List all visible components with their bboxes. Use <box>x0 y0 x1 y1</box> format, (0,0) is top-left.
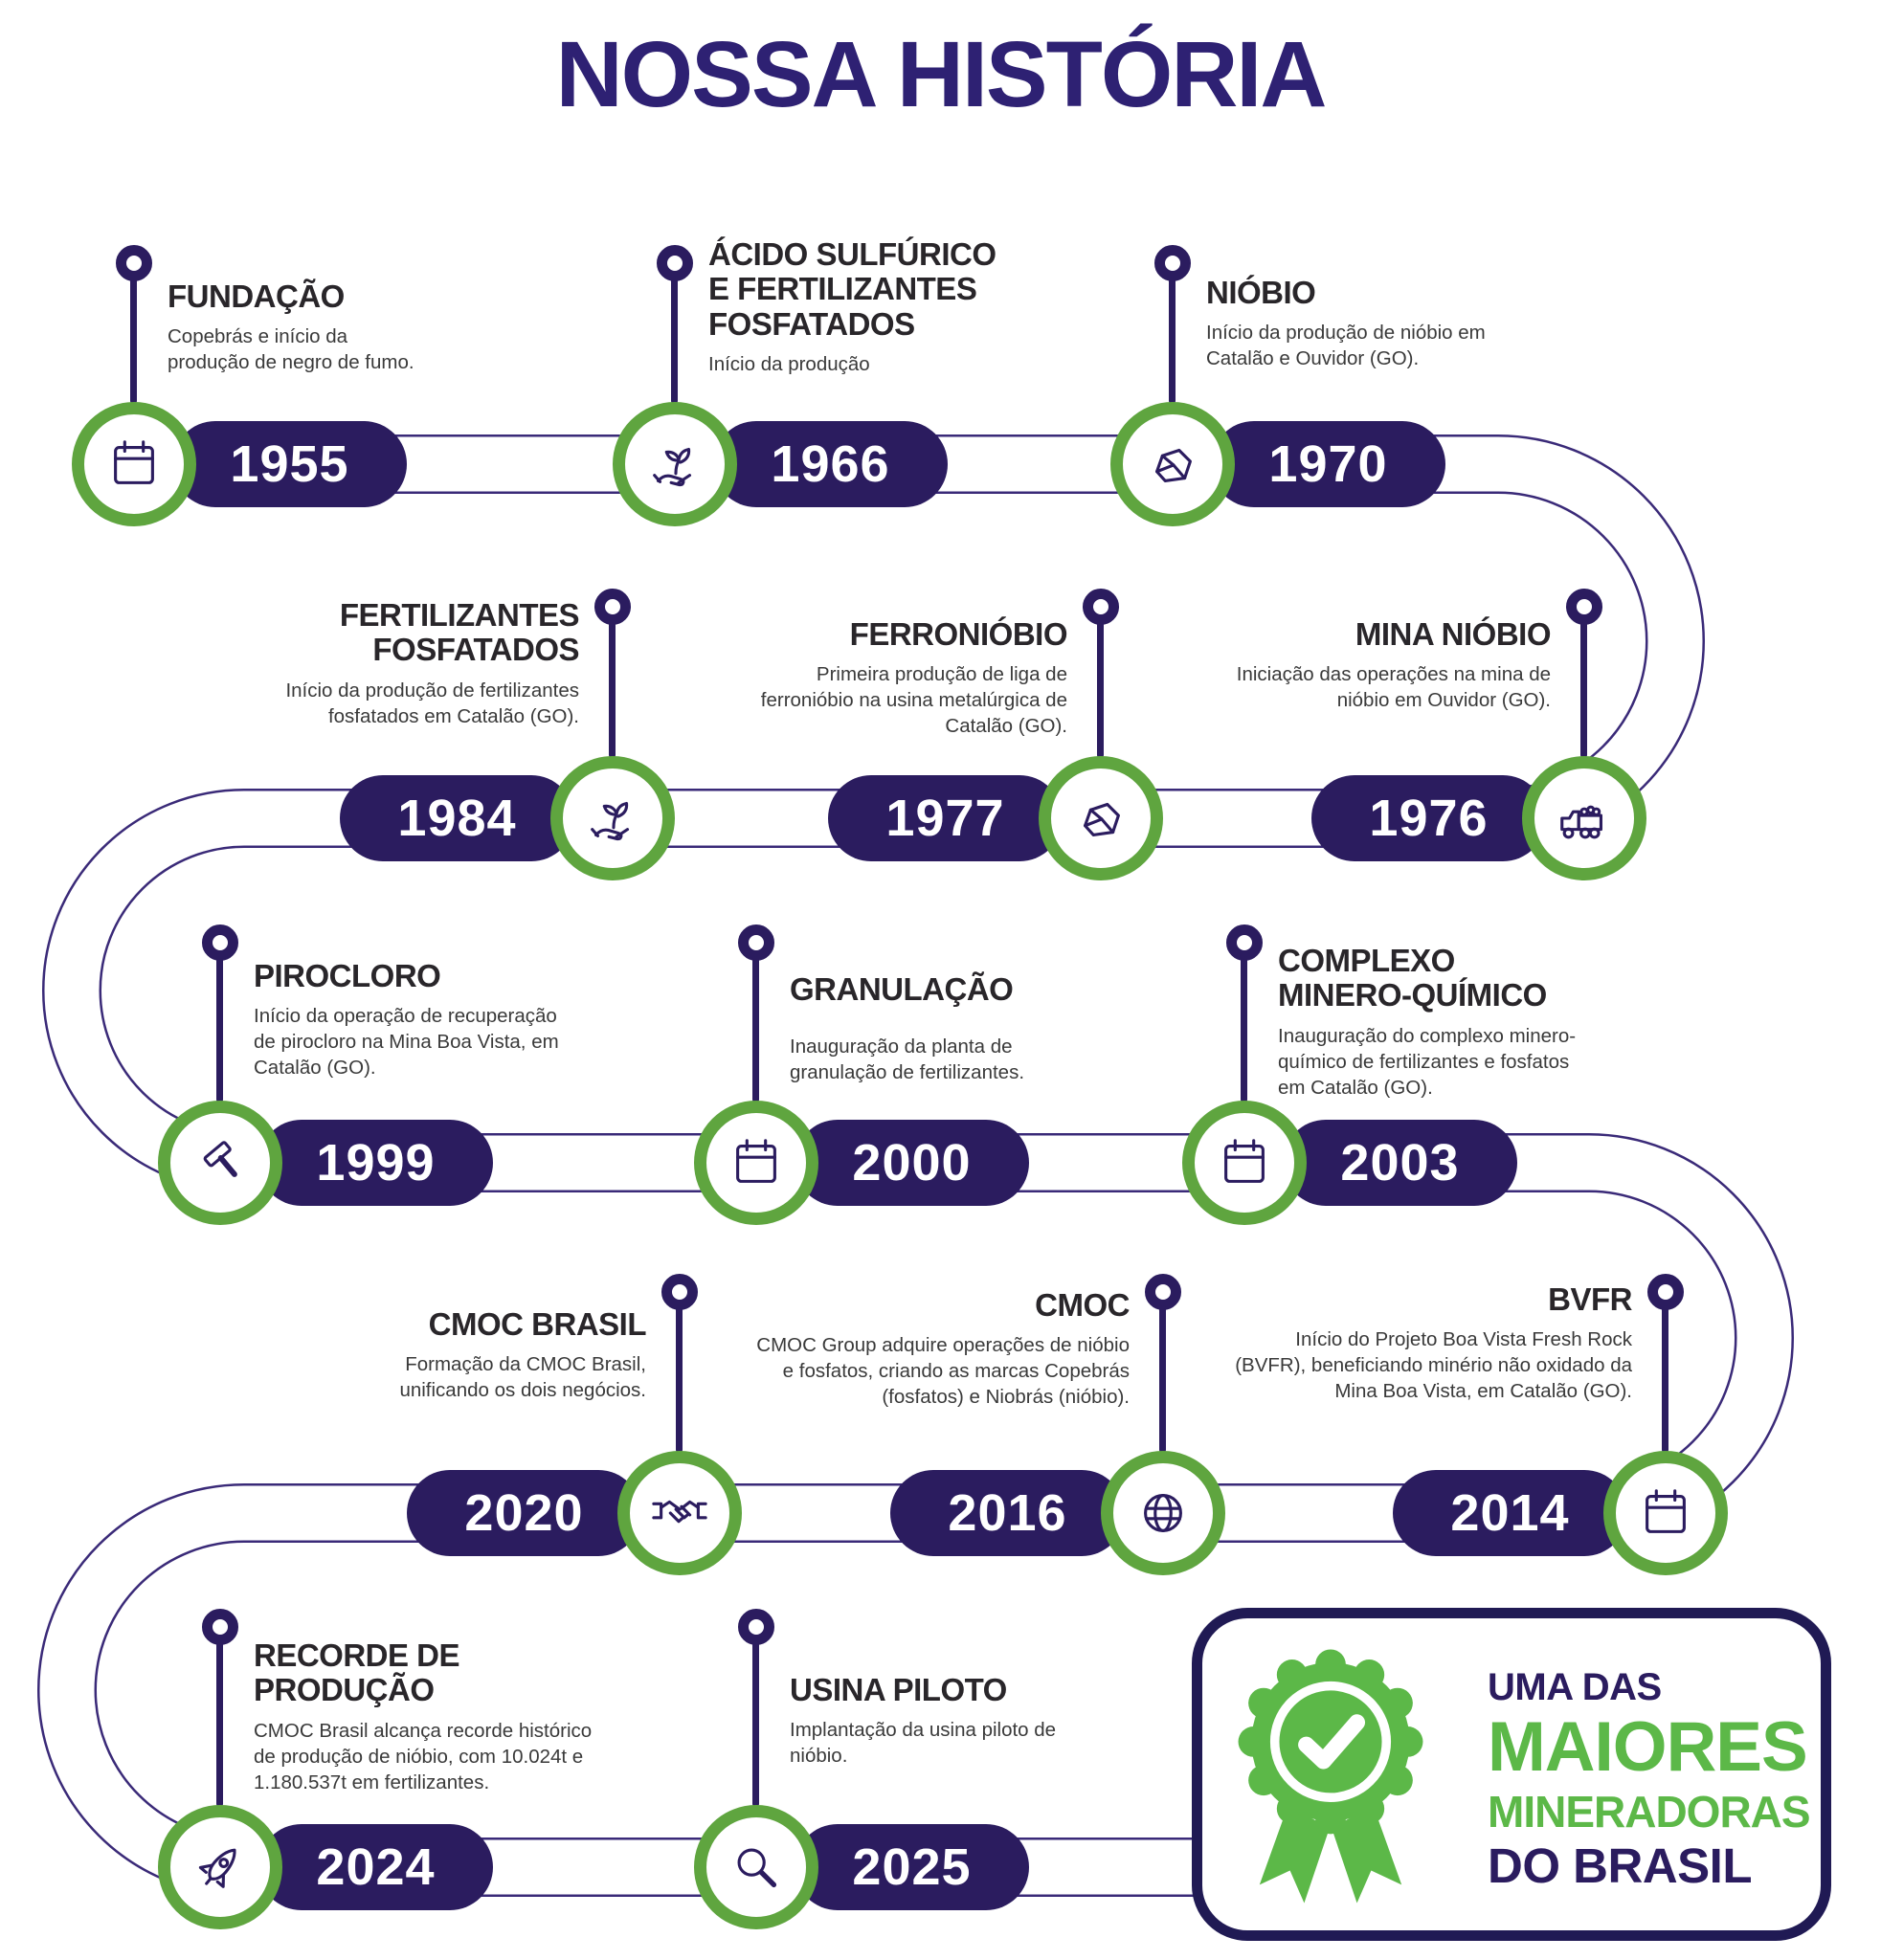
milestone-text <box>330 1307 646 1403</box>
milestone-text <box>1206 276 1512 371</box>
milestone-icon-circle <box>1522 756 1646 880</box>
timeline-stem <box>216 1640 223 1807</box>
milestone-text <box>1278 944 1584 1101</box>
milestone-heading: CMOC BRASIL <box>428 1306 646 1342</box>
milestone-year-pill <box>172 421 407 507</box>
milestone-description: Formação da CMOC Brasil, unificando os dois negócios. <box>399 1353 646 1402</box>
milestone-year: 1970 <box>1268 435 1388 493</box>
timeline-stem <box>1662 1305 1668 1453</box>
milestone-icon-circle <box>158 1101 282 1225</box>
milestone-year: 2000 <box>852 1134 972 1192</box>
badge-line-3: MINERADORAS <box>1488 1787 1810 1837</box>
milestone-heading: COMPLEXO MINERO-QUÍMICO <box>1278 943 1547 1013</box>
milestone-year-pill <box>713 421 948 507</box>
milestone-description: Início do Projeto Boa Vista Fresh Rock (BVFR), beneficiando minério não oxidado da Mina Boa Vista, em Catalão (GO). <box>1235 1328 1632 1403</box>
milestone-year: 1999 <box>316 1134 436 1192</box>
page-title: NOSSA HISTÓRIA <box>555 22 1326 126</box>
milestone-year-pill <box>258 1824 493 1910</box>
timeline-stem <box>1169 277 1176 404</box>
milestone-description: Início da operação de recuperação de pirocloro na Mina Boa Vista, em Catalão (GO). <box>254 1005 559 1080</box>
milestone-heading: USINA PILOTO <box>790 1672 1007 1707</box>
milestone-icon-circle <box>694 1805 818 1929</box>
timeline-stem <box>752 1640 759 1807</box>
badge-line-1: UMA DAS <box>1488 1666 1662 1708</box>
plant-hand-icon <box>583 789 642 848</box>
award-ribbon-check-icon <box>1229 1643 1432 1911</box>
milestone-text <box>168 279 426 375</box>
timeline-stem <box>1580 620 1587 758</box>
milestone-text <box>742 617 1067 739</box>
milestone-description: CMOC Brasil alcança recorde histórico de produção de nióbio, com 10.024t e 1.180.537t em fertilizantes. <box>254 1719 593 1793</box>
milestone-year-pill <box>407 1470 641 1556</box>
milestone-icon-circle <box>158 1805 282 1929</box>
milestone-text <box>790 1673 1077 1769</box>
milestone-heading: FERTILIZANTES FOSFATADOS <box>339 597 579 668</box>
calendar-icon <box>727 1133 786 1192</box>
milestone-year-pill <box>1211 421 1445 507</box>
milestone-description: Início da produção <box>708 352 870 375</box>
milestone-year: 2020 <box>464 1484 584 1542</box>
timeline-stem <box>609 620 616 758</box>
milestone-year: 1984 <box>397 790 517 847</box>
plant-hand-icon <box>645 434 705 494</box>
milestone-heading: FUNDAÇÃO <box>168 278 345 314</box>
milestone-year-pill <box>340 775 574 861</box>
calendar-icon <box>1636 1483 1695 1543</box>
award-badge <box>1192 1608 1831 1941</box>
milestone-year: 2025 <box>852 1838 972 1896</box>
milestone-year: 2016 <box>948 1484 1067 1542</box>
milestone-text <box>790 972 1077 1085</box>
milestone-text <box>708 237 1024 377</box>
milestone-description: Iniciação das operações na mina de nióbio em Ouvidor (GO). <box>1236 663 1551 712</box>
calendar-icon <box>1215 1133 1274 1192</box>
milestone-description: Implantação da usina piloto de nióbio. <box>790 1719 1057 1768</box>
milestone-icon-circle <box>550 756 675 880</box>
badge-text <box>1488 1666 1810 1893</box>
milestone-heading: GRANULAÇÃO <box>790 971 1014 1007</box>
milestone-year-pill <box>795 1824 1029 1910</box>
milestone-description: Início da produção de nióbio em Catalão e Ouvidor (GO). <box>1206 322 1486 370</box>
milestone-year: 1976 <box>1369 790 1489 847</box>
timeline-stem <box>216 956 223 1102</box>
milestone-year-pill <box>1393 1470 1627 1556</box>
milestone-year: 1955 <box>230 435 349 493</box>
milestone-icon-circle <box>72 402 196 526</box>
handshake-icon <box>650 1483 709 1543</box>
badge-line-2: MAIORES <box>1488 1708 1807 1786</box>
milestone-heading: BVFR <box>1548 1281 1632 1317</box>
ore-icon <box>1071 789 1131 848</box>
milestone-year: 2014 <box>1450 1484 1570 1542</box>
milestone-text <box>1230 1282 1632 1404</box>
milestone-heading: CMOC <box>1035 1287 1130 1323</box>
milestone-description: CMOC Group adquire operações de nióbio e fosfatos, criando as marcas Copebrás (fosfatos) e Niobrás (nióbio). <box>756 1334 1130 1409</box>
timeline-stem <box>752 956 759 1102</box>
milestone-year-pill <box>795 1120 1029 1206</box>
milestone-year-pill <box>828 775 1063 861</box>
milestone-year-pill <box>1283 1120 1517 1206</box>
milestone-year: 2024 <box>316 1838 436 1896</box>
milestone-heading: PIROCLORO <box>254 958 441 993</box>
milestone-heading: FERRONIÓBIO <box>849 616 1067 652</box>
milestone-description: Primeira produção de liga de ferronióbio na usina metalúrgica de Catalão (GO). <box>760 663 1067 738</box>
milestone-text <box>1235 617 1551 713</box>
rocket-icon <box>190 1838 250 1897</box>
milestone-icon-circle <box>694 1101 818 1225</box>
timeline-stem <box>1097 620 1104 758</box>
milestone-year: 1966 <box>771 435 890 493</box>
globe-icon <box>1133 1483 1193 1543</box>
milestone-year-pill <box>890 1470 1125 1556</box>
timeline-stem <box>671 277 678 404</box>
milestone-icon-circle <box>617 1451 742 1575</box>
timeline-stem <box>1241 956 1247 1102</box>
milestone-icon-circle <box>1039 756 1163 880</box>
milestone-text <box>747 1288 1130 1410</box>
milestone-text <box>254 1638 617 1795</box>
milestone-icon-circle <box>1101 1451 1225 1575</box>
dump-truck-icon <box>1555 789 1614 848</box>
calendar-icon <box>104 434 164 494</box>
magnifier-icon <box>727 1838 786 1897</box>
milestone-description: Copebrás e início da produção de negro de fumo. <box>168 325 414 374</box>
milestone-heading: ÁCIDO SULFÚRICO E FERTILIZANTES FOSFATADOS <box>708 236 996 342</box>
milestone-icon-circle <box>613 402 737 526</box>
timeline-stem <box>1159 1305 1166 1453</box>
milestone-heading: NIÓBIO <box>1206 275 1316 310</box>
milestone-year-pill <box>258 1120 493 1206</box>
badge-line-4: DO BRASIL <box>1488 1838 1752 1893</box>
milestone-description: Inauguração do complexo minero-químico de fertilizantes e fosfatos em Catalão (GO). <box>1278 1024 1577 1099</box>
milestone-year: 1977 <box>885 790 1005 847</box>
timeline-stem <box>130 277 137 404</box>
milestone-year-pill <box>1311 775 1546 861</box>
milestone-description: Início da produção de fertilizantes fosfatados em Catalão (GO). <box>285 679 579 727</box>
milestone-text <box>254 959 565 1080</box>
milestone-heading: MINA NIÓBIO <box>1355 616 1551 652</box>
milestone-icon-circle <box>1110 402 1235 526</box>
milestone-year: 2003 <box>1340 1134 1460 1192</box>
milestone-text <box>263 598 579 729</box>
hammer-icon <box>190 1133 250 1192</box>
ore-icon <box>1143 434 1202 494</box>
milestone-icon-circle <box>1603 1451 1728 1575</box>
timeline-stem <box>676 1305 683 1453</box>
milestone-icon-circle <box>1182 1101 1307 1225</box>
milestone-description: Inauguração da planta de granulação de fertilizantes. <box>790 1036 1025 1084</box>
milestone-heading: RECORDE DE PRODUÇÃO <box>254 1637 460 1708</box>
